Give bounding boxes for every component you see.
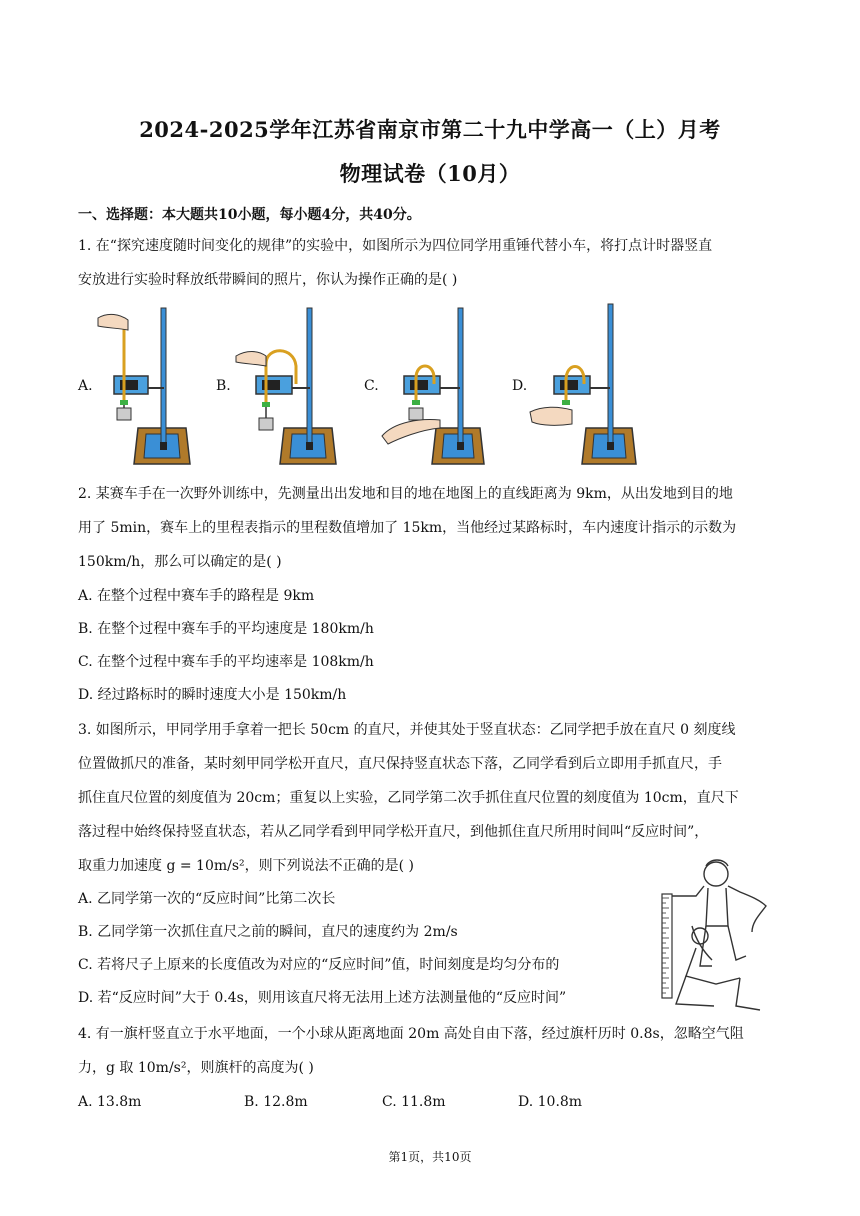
q4-line1: 4. 有一旗杆竖直立于水平地面，一个小球从距离地面 20m 高处自由下落，经过旗杆历时 0.8s，忽略空气阻 [78, 1026, 744, 1042]
q3-option-c: C. 若将尺子上原来的长度值改为对应的“反应时间”值，时间刻度是均匀分布的 [78, 957, 560, 973]
q3-option-b: B. 乙同学第一次抓住直尺之前的瞬间，直尺的速度约为 2m/s [78, 924, 458, 940]
q1-line1: 1. 在“探究速度随时间变化的规律”的实验中，如图所示为四位同学用重锤代替小车，将打点计时器竖直 [78, 238, 713, 254]
q4-option-d: D. 10.8m [518, 1094, 583, 1110]
q2-line2: 用了 5min，赛车上的里程表指示的里程数值增加了 15km，当他经过某路标时，车内速度计指示的示数为 [78, 520, 737, 536]
q3-line2: 位置做抓尺的准备，某时刻甲同学松开直尺，直尺保持竖直状态下落，乙同学看到后立即用手抓直尺，手 [78, 756, 722, 772]
q1-option-c-label: C. [364, 378, 379, 394]
q1-figure-b [232, 304, 350, 466]
q1-option-d-label: D. [512, 378, 528, 394]
q2-option-c: C. 在整个过程中赛车手的平均速率是 108km/h [78, 654, 374, 670]
exam-subtitle: 物理试卷（10月） [339, 161, 521, 186]
q3-line4: 落过程中始终保持竖直状态，若从乙同学看到甲同学松开直尺，到他抓住直尺所用时间叫“反应时间”， [78, 824, 709, 840]
q3-ruler-figure [656, 856, 776, 1014]
q3-line3: 抓住直尺位置的刻度值为 20cm；重复以上实验，乙同学第二次手抓住直尺位置的刻度值为 10cm，直尺下 [78, 790, 739, 806]
q1-figure-c [380, 304, 492, 466]
q2-option-b: B. 在整个过程中赛车手的平均速度是 180km/h [78, 621, 374, 637]
q1-option-b-label: B. [216, 378, 231, 394]
page-footer: 第1页，共10页 [388, 1150, 472, 1164]
q2-option-d: D. 经过路标时的瞬时速度大小是 150km/h [78, 687, 347, 703]
q1-figure-a [94, 304, 206, 466]
q1-option-a-label: A. [78, 378, 93, 394]
q3-option-d: D. 若“反应时间”大于 0.4s，则用该直尺将无法用上述方法测量他的“反应时间” [78, 990, 567, 1006]
exam-title: 2024-2025学年江苏省南京市第二十九中学高一（上）月考 [139, 117, 721, 142]
q2-line3: 150km/h，那么可以确定的是( ) [78, 554, 282, 570]
q4-line2: 力，g 取 10m/s²，则旗杆的高度为( ) [78, 1060, 314, 1076]
section-heading: 一、选择题：本大题共10小题，每小题4分，共40分。 [78, 207, 421, 223]
q4-option-c: C. 11.8m [382, 1094, 446, 1110]
q2-option-a: A. 在整个过程中赛车手的路程是 9km [78, 588, 315, 604]
q1-line2: 安放进行实验时释放纸带瞬间的照片，你认为操作正确的是( ) [78, 272, 458, 288]
q4-option-b: B. 12.8m [244, 1094, 308, 1110]
q3-line1: 3. 如图所示，甲同学用手拿着一把长 50cm 的直尺，并使其处于竖直状态：乙同学把手放在直尺 0 刻度线 [78, 722, 736, 738]
q3-option-a: A. 乙同学第一次的“反应时间”比第二次长 [78, 891, 336, 907]
q2-line1: 2. 某赛车手在一次野外训练中，先测量出出发地和目的地在地图上的直线距离为 9km，从出发地到目的地 [78, 486, 733, 502]
q4-option-a: A. 13.8m [78, 1094, 142, 1110]
q1-figure-d [528, 300, 644, 466]
q3-line5: 取重力加速度 g = 10m/s²，则下列说法不正确的是( ) [78, 858, 415, 874]
